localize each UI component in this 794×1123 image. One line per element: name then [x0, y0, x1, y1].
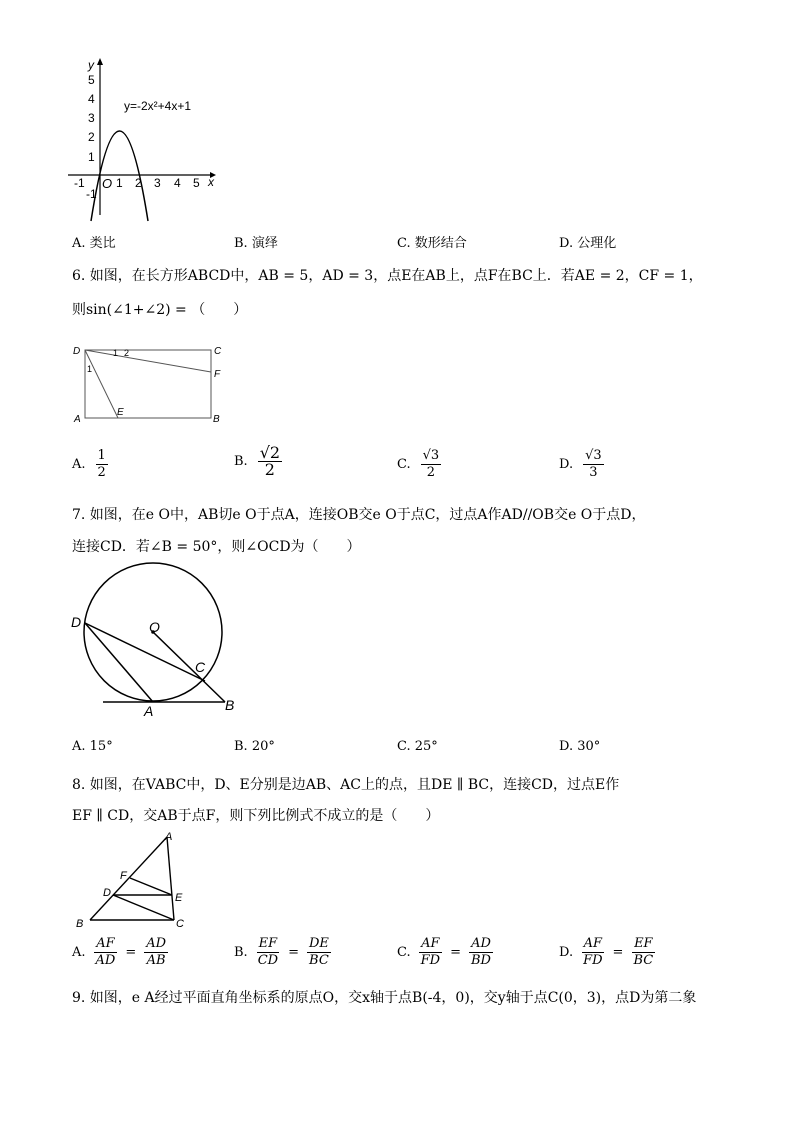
q7-option-a[interactable]: A. 15°	[72, 739, 113, 754]
q6-option-c-fraction	[421, 448, 442, 481]
numerator: AD	[146, 936, 167, 951]
label-b: B	[225, 697, 235, 713]
x-tick-5: 5	[193, 176, 200, 190]
q6-option-b[interactable]	[234, 445, 282, 478]
numerator: EF	[258, 936, 278, 951]
q8-option-d-label: D.	[559, 944, 574, 960]
label-f: F	[214, 369, 221, 380]
numerator: 1	[97, 448, 106, 463]
q5-option-d[interactable]: D. 公理化	[559, 236, 617, 251]
right-fraction	[631, 936, 655, 969]
y-axis-arrow	[97, 58, 103, 65]
label-b: B	[213, 414, 220, 425]
denominator: AD	[95, 953, 116, 968]
q7-circle-figure	[65, 560, 250, 725]
denominator: 2	[97, 465, 106, 480]
x-tick-neg1: -1	[74, 176, 85, 190]
numerator: AD	[471, 936, 491, 951]
label-a: A	[144, 703, 154, 719]
y-tick-3: 3	[88, 111, 95, 125]
numerator: DE	[308, 936, 329, 951]
q6-option-a[interactable]	[72, 448, 108, 481]
q8-option-a-label: A.	[72, 944, 86, 960]
q6-option-b-fraction	[258, 445, 282, 478]
q6-option-d-label: D.	[559, 456, 574, 472]
q7-option-b[interactable]: B. 20°	[234, 739, 275, 754]
q8-option-a[interactable]	[72, 936, 168, 969]
label-f: F	[120, 870, 127, 882]
left-fraction	[581, 936, 604, 969]
y-tick-4: 4	[88, 92, 95, 106]
x-tick-1: 1	[116, 176, 123, 190]
q6-stem-line1: 6. 如图，在长方形ABCD中，AB = 5，AD = 3，点E在AB上，点F在BC上．若AE = 2，CF = 1，	[72, 268, 703, 284]
q5-option-c[interactable]: C. 数形结合	[397, 236, 467, 251]
q6-option-a-label: A.	[72, 456, 86, 472]
numerator: √2	[259, 443, 281, 462]
right-fraction	[144, 936, 168, 969]
q8-option-c[interactable]	[397, 936, 493, 969]
q6-rectangle-figure	[70, 340, 230, 430]
label-a: A	[74, 414, 81, 425]
q6-option-a-fraction	[96, 448, 108, 481]
denominator: 2	[264, 460, 275, 479]
q6-option-d[interactable]	[559, 448, 604, 481]
label-e: E	[175, 892, 183, 904]
right-fraction	[469, 936, 493, 969]
q5-option-a[interactable]: A. 类比	[72, 236, 116, 251]
q8-stem-line2: EF ∥ CD，交AB于点F，则下列比例式不成立的是（ ）	[72, 808, 440, 824]
x-axis-label: x	[208, 175, 214, 189]
denominator: FD	[583, 953, 603, 968]
denominator: AB	[146, 953, 166, 968]
q8-option-d[interactable]	[559, 936, 655, 969]
denominator: BD	[470, 953, 491, 968]
q7-option-d[interactable]: D. 30°	[559, 739, 601, 754]
q7-stem-line1: 7. 如图，在e O中，AB切e O于点A，连接OB交e O于点C，过点A作AD//OB交e O于点D，	[72, 507, 646, 523]
label-angle2: 2	[124, 348, 130, 358]
equals-sign: =	[125, 944, 137, 960]
equation-label: y=-2x²+4x+1	[124, 99, 192, 113]
numerator: AF	[421, 936, 440, 951]
label-e: E	[117, 407, 124, 418]
label-angle1-left: 1	[87, 364, 93, 374]
label-d: D	[71, 614, 82, 630]
label-d: D	[73, 346, 81, 357]
left-fraction	[256, 936, 280, 969]
denominator: 2	[426, 465, 436, 480]
numerator: AF	[583, 936, 603, 951]
q8-stem-line1: 8. 如图，在VABC中，D、E分别是边AB、AC上的点，且DE ∥ BC，连接CD，过点E作	[72, 777, 620, 793]
denominator: FD	[420, 953, 441, 968]
q8-option-b[interactable]	[234, 936, 331, 969]
y-tick-5: 5	[88, 73, 95, 87]
q6-stem-line2: 则sin(∠1+∠2) = （ ）	[72, 302, 248, 318]
right-fraction	[307, 936, 331, 969]
q5-option-b[interactable]: B. 演绎	[234, 236, 278, 251]
y-axis-label: y	[88, 58, 94, 72]
y-tick-2: 2	[88, 130, 95, 144]
q8-option-b-label: B.	[234, 944, 248, 960]
origin-label: O	[102, 176, 113, 191]
q6-option-c-label: C.	[397, 456, 411, 472]
denominator: BC	[633, 953, 654, 968]
x-tick-4: 4	[174, 176, 181, 190]
x-tick-2: 2	[135, 176, 142, 190]
numerator: √3	[422, 448, 440, 463]
denominator: BC	[309, 953, 329, 968]
left-fraction	[419, 936, 442, 969]
x-tick-3: 3	[154, 176, 161, 190]
equals-sign: =	[288, 944, 299, 960]
q9-stem-line1: 9. 如图，e A经过平面直角坐标系的原点O，交x轴于点B(-4，0)，交y轴于点C(0，3)，点D为第二象	[72, 990, 697, 1006]
numerator: EF	[634, 936, 653, 951]
label-d: D	[103, 887, 111, 899]
label-c: C	[176, 918, 184, 930]
label-a: A	[165, 831, 173, 843]
y-tick-1: 1	[88, 150, 95, 164]
q6-option-d-fraction	[583, 448, 604, 481]
label-b: B	[76, 918, 84, 930]
q8-option-c-label: C.	[397, 944, 411, 960]
left-fraction	[94, 936, 118, 969]
q7-stem-line2: 连接CD．若∠B = 50°，则∠OCD为（ ）	[72, 539, 361, 555]
denominator: 3	[589, 465, 598, 480]
y-tick-neg1: -1	[86, 187, 97, 201]
q6-option-c[interactable]	[397, 448, 441, 481]
numerator: √3	[585, 448, 602, 463]
denominator: CD	[257, 953, 279, 968]
label-angle1-top: 1	[113, 348, 119, 358]
q5-parabola-graph	[60, 55, 230, 225]
label-c: C	[214, 346, 222, 357]
equals-sign: =	[450, 944, 461, 960]
q8-triangle-figure	[70, 828, 200, 930]
label-o: O	[149, 619, 160, 635]
equals-sign: =	[612, 944, 624, 960]
q6-option-b-label: B.	[234, 453, 248, 469]
label-c: C	[195, 659, 206, 675]
numerator: AF	[96, 936, 115, 951]
q7-option-c[interactable]: C. 25°	[397, 739, 438, 754]
